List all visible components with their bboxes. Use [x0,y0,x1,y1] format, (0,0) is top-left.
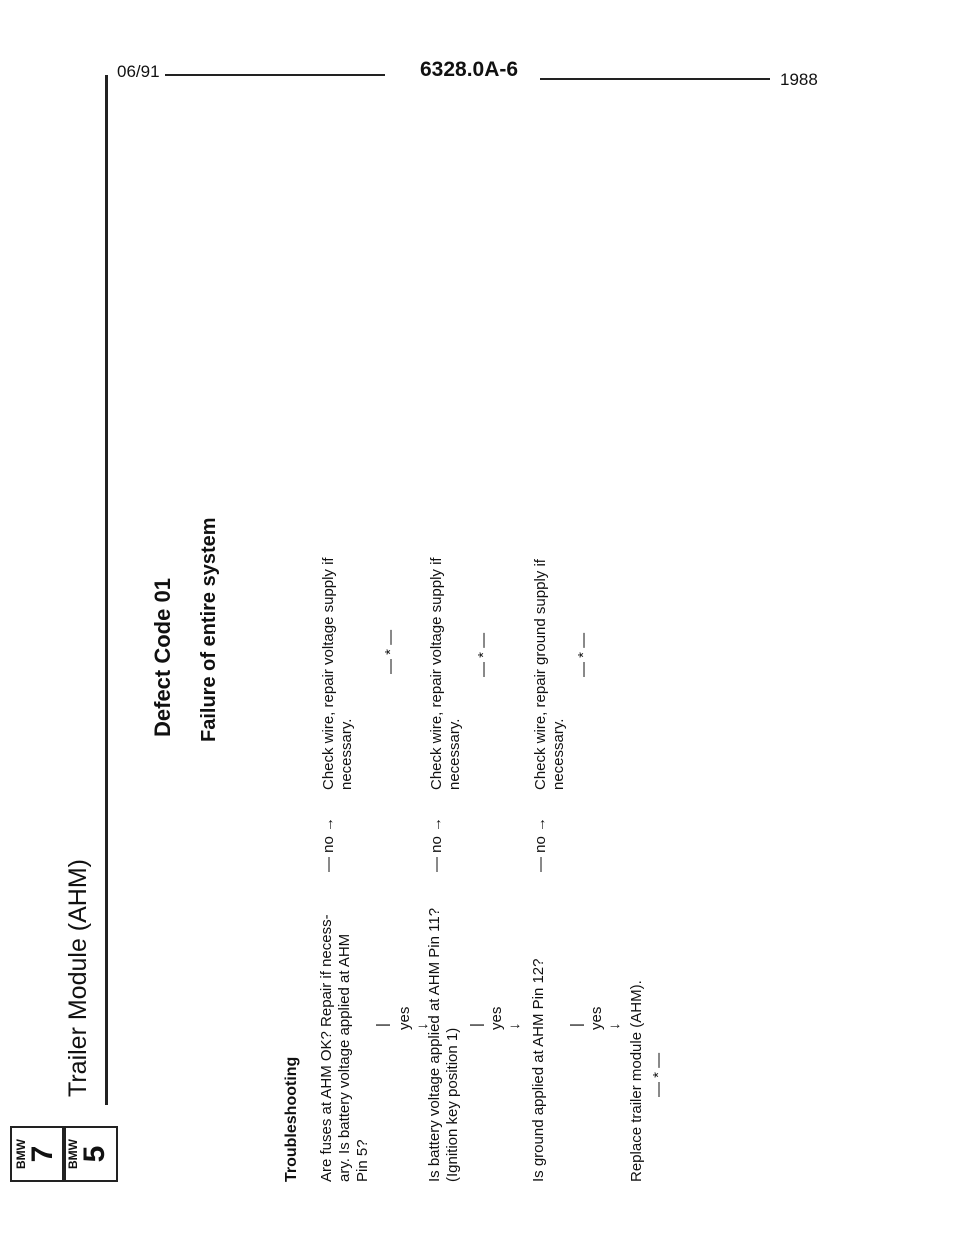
final-action: Replace trailer module (AHM). [628,980,645,1182]
answer-line: necessary. [338,718,355,790]
step-3-answer [532,559,568,790]
answer-line: necessary. [550,718,567,790]
header-doc-code: 6328.0A-6 [420,58,519,81]
bmw-logo-7 [10,1126,66,1182]
question-line: Is battery voltage applied at AHM Pin 11? [426,907,443,1182]
module-title: Trailer Module (AHM) [64,858,92,1097]
step-3-no: — no → [532,816,549,872]
defect-title: Defect Code 01 [150,578,175,737]
step-2-yes: yes [488,1006,505,1030]
defect-subtitle: Failure of entire system [198,517,220,742]
step-3-down-arrow: ↓ [606,1022,623,1030]
bmw-logo-5 [62,1126,118,1182]
logo-number: 5 [78,1145,111,1163]
question-line: Pin 5? [354,1139,371,1182]
answer-line: Check wire, repair voltage supply if [320,557,337,790]
answer-line: Check wire, repair voltage supply if [428,557,445,790]
step-3-question [530,959,548,1182]
answer-line: Check wire, repair ground supply if [532,559,549,790]
troubleshooting-heading: Troubleshooting [283,1056,300,1182]
logo-brand: BMW [14,1139,28,1169]
step-1-answer-end: — * — [382,629,399,674]
step-1-bar: | [374,1023,391,1027]
step-2-question [426,908,462,1182]
header-date: 06/91 [117,62,160,81]
logo-brand: BMW [66,1139,80,1169]
step-3-yes: yes [588,1006,605,1030]
step-1-question [318,914,372,1182]
header-year: 1988 [780,70,818,89]
step-2-answer-end: — * — [475,632,492,677]
step-1-yes: yes [396,1006,413,1030]
question-line: ary. Is battery voltage applied at AHM [336,933,353,1182]
question-line: (Ignition key position 1) [444,1027,461,1182]
step-1-answer [320,557,356,790]
step-3-bar: | [568,1023,585,1027]
question-line: Are fuses at AHM OK? Repair if necess- [318,914,335,1182]
final-end: — * — [650,1052,667,1097]
step-1-down-arrow: ↓ [414,1022,431,1030]
step-2-no: — no → [428,816,445,872]
step-2-bar: | [468,1023,485,1027]
step-2-answer [428,557,464,790]
question-line: Is ground applied at AHM Pin 12? [530,958,547,1182]
step-3-answer-end: — * — [575,632,592,677]
logo-number: 7 [26,1145,59,1163]
answer-line: necessary. [446,718,463,790]
step-2-down-arrow: ↓ [506,1022,523,1030]
step-1-no: — no → [320,816,337,872]
